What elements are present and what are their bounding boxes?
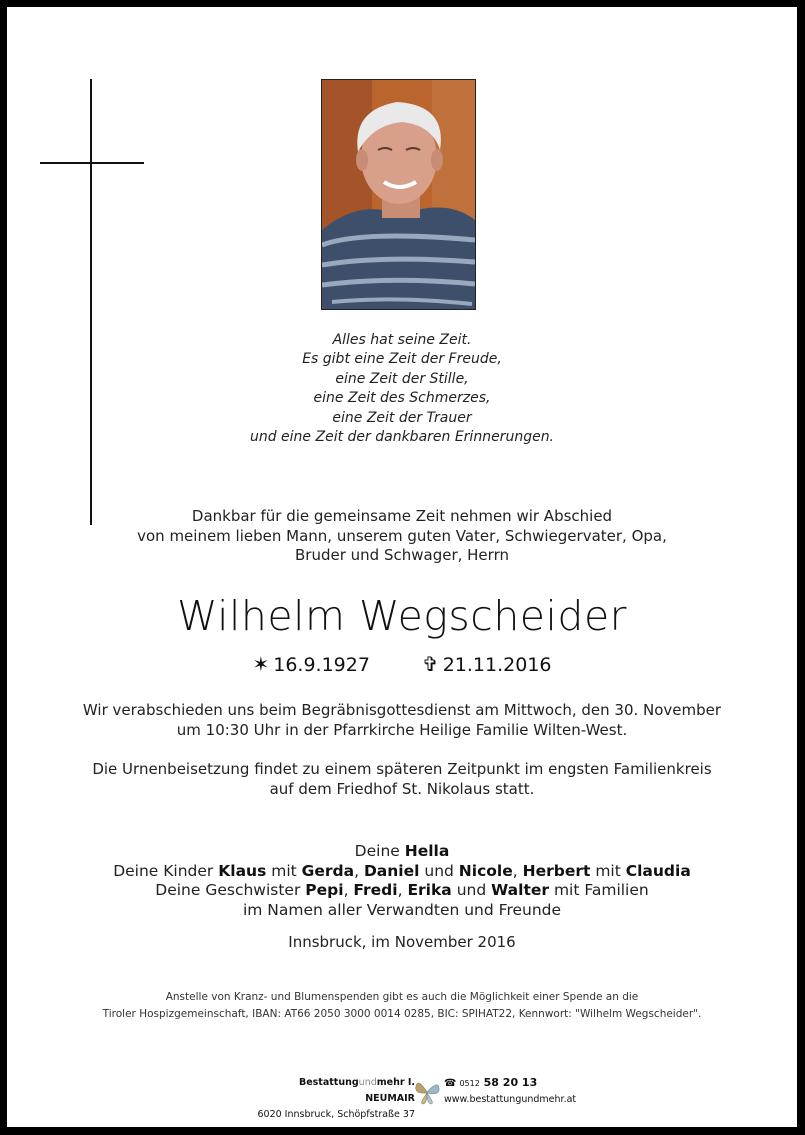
mourners-children — [7, 862, 797, 882]
wife-name: Hella — [404, 842, 450, 860]
partner-name: Claudia — [625, 861, 691, 880]
portrait-photo — [321, 79, 476, 310]
verse-line: eine Zeit der Stille, — [335, 370, 469, 387]
service-line: Wir verabschieden uns beim Begräbnisgottesdienst am Mittwoch, den 30. November — [82, 701, 722, 719]
donation-line: Anstelle von Kranz- und Blumenspenden gibt es auch die Möglichkeit einer Spende an die — [165, 991, 639, 1003]
obituary-notice — [7, 7, 797, 1127]
birth-date: 16.9.1927 — [273, 654, 370, 676]
separator: , — [354, 861, 364, 880]
funeral-home-info — [247, 1075, 415, 1123]
urn-burial-info — [7, 759, 797, 799]
phone — [444, 1075, 594, 1092]
mourners-siblings — [7, 881, 797, 901]
label: mit Familien — [549, 881, 649, 900]
funeral-home-address: 6020 Innsbruck, Schöpfstraße 37 — [257, 1109, 415, 1120]
brand-part: und — [358, 1077, 377, 1088]
sibling-name: Fredi — [353, 881, 398, 900]
phone-number: 58 20 13 — [479, 1076, 538, 1089]
child-name: Daniel — [363, 861, 420, 880]
intro-line: Bruder und Schwager, Herrn — [295, 546, 509, 564]
connector: und — [419, 861, 459, 880]
funeral-home-footer — [7, 1075, 797, 1120]
mourners — [7, 842, 797, 920]
label: Deine — [354, 842, 405, 860]
separator: , — [343, 881, 354, 900]
mourners-relatives: im Namen aller Verwandten und Freunde — [242, 900, 562, 919]
separator: , — [397, 881, 408, 900]
verse-line: und eine Zeit der dankbaren Erinnerungen. — [249, 429, 555, 446]
sibling-name: Erika — [407, 881, 452, 900]
birth-star-icon: ✶ — [252, 652, 270, 676]
urn-line: auf dem Friedhof St. Nikolaus statt. — [269, 780, 535, 798]
service-line: um 10:30 Uhr in der Pfarrkirche Heilige Familie Wilten-West. — [176, 721, 628, 739]
separator: , — [512, 861, 523, 880]
label: Deine Geschwister — [155, 881, 306, 900]
partner-name: Gerda — [301, 861, 355, 880]
life-dates — [7, 653, 797, 676]
verse-line: eine Zeit des Schmerzes, — [313, 390, 491, 407]
funeral-home-name — [247, 1075, 415, 1107]
partner-name: Nicole — [458, 861, 513, 880]
service-info — [7, 700, 797, 740]
death-date: 21.11.2016 — [442, 654, 552, 676]
deceased-name: Wilhelm Wegscheider — [176, 592, 628, 640]
cross-icon-horizontal — [40, 162, 144, 164]
brand-part: I. NEUMAIR — [365, 1077, 415, 1104]
death-cross-icon: ✞ — [421, 652, 439, 676]
funeral-home-contact — [444, 1075, 594, 1108]
connector: mit — [266, 861, 302, 880]
intro-text — [7, 507, 797, 566]
verse-line: eine Zeit der Trauer — [332, 409, 472, 426]
intro-line: von meinem lieben Mann, unserem guten Vater, Schwiegervater, Opa, — [137, 526, 667, 545]
verse — [7, 331, 797, 447]
urn-line: Die Urnenbeisetzung findet zu einem späteren Zeitpunkt im engsten Familienkreis — [92, 760, 712, 778]
donation-line: Tiroler Hospizgemeinschaft, IBAN: AT66 2050 3000 0014 0285, BIC: SPIHAT22, Kennwort: "Wilhelm Wegscheider". — [102, 1007, 702, 1020]
intro-line: Dankbar für die gemeinsame Zeit nehmen wir Abschied — [191, 507, 613, 525]
verse-line: Es gibt eine Zeit der Freude, — [302, 351, 502, 368]
cross-icon-vertical — [90, 79, 92, 525]
donation-note — [7, 989, 797, 1022]
child-name: Herbert — [522, 861, 591, 880]
butterfly-logo-icon — [414, 1078, 440, 1106]
child-name: Klaus — [218, 861, 267, 880]
label: Deine Kinder — [113, 861, 219, 880]
verse-line: Alles hat seine Zeit. — [332, 332, 472, 348]
connector: mit — [590, 861, 626, 880]
phone-prefix: 0512 — [459, 1079, 480, 1088]
sibling-name: Walter — [491, 881, 550, 900]
brand-part: mehr — [376, 1077, 405, 1088]
website-link[interactable]: www.bestattungundmehr.at — [444, 1094, 577, 1105]
brand-part: Bestattung — [298, 1077, 359, 1088]
sibling-name: Pepi — [305, 881, 344, 900]
connector: und — [451, 881, 492, 900]
mourners-wife — [7, 842, 797, 862]
place-date: Innsbruck, im November 2016 — [288, 933, 516, 951]
telephone-icon: ☎ — [444, 1078, 457, 1089]
